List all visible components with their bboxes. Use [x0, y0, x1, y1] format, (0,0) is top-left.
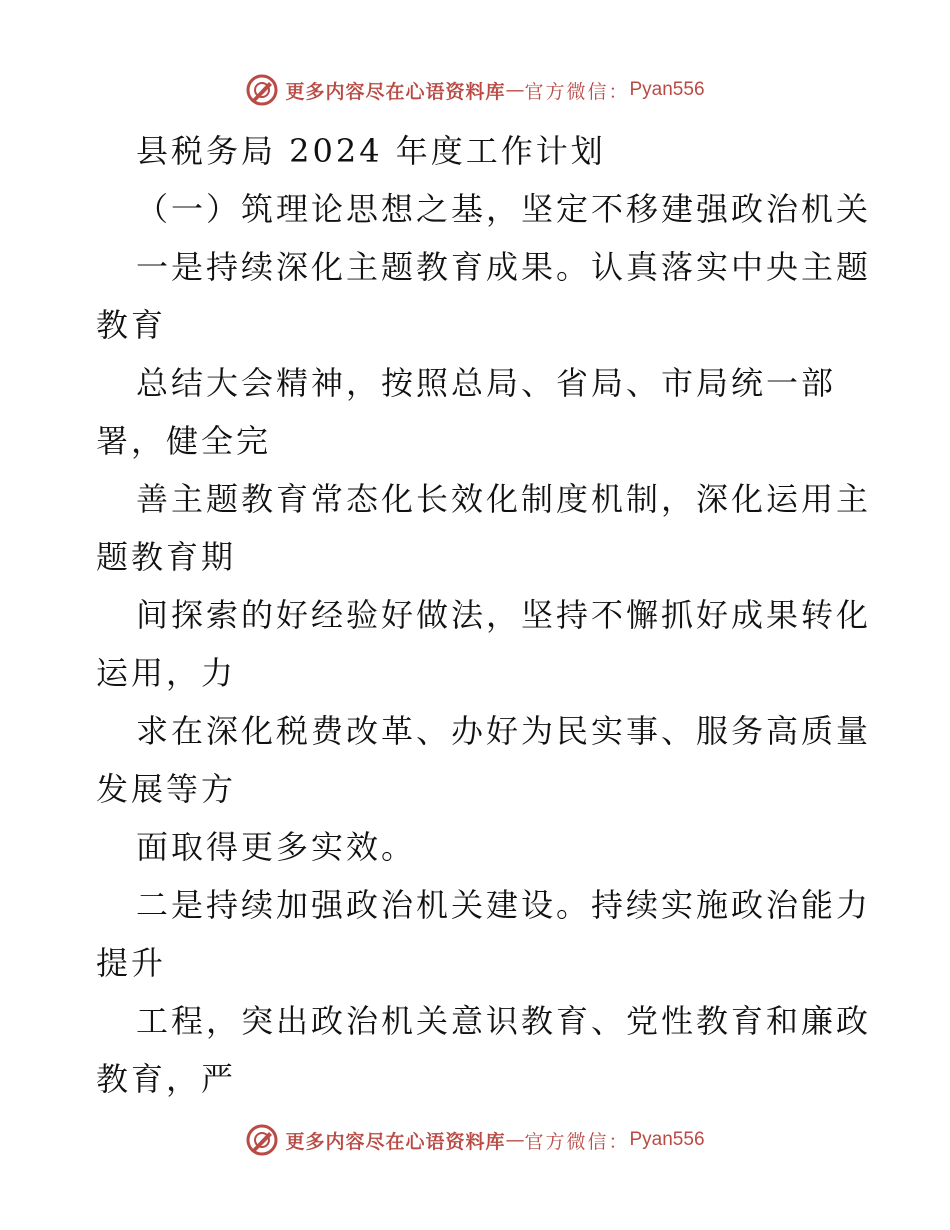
body-line: 总结大会精神，按照总局、省局、市局统一部: [136, 364, 837, 402]
banner-brand-text: 更多内容尽在心语资料库: [285, 80, 506, 103]
banner-wechat-handle: Pyan556: [629, 1129, 705, 1150]
header-watermark-banner: [0, 70, 950, 110]
brand-logo-icon: [245, 1123, 279, 1157]
body-line: 署，健全完: [96, 422, 272, 460]
banner-wechat-handle: Pyan556: [629, 79, 705, 100]
body-line: 教育: [96, 306, 167, 344]
body-line: 面取得更多实效。: [136, 828, 417, 866]
body-line: 善主题教育常态化长效化制度机制，深化运用主: [136, 480, 872, 518]
brand-logo-icon: [245, 73, 279, 107]
banner-wechat-label: 官方微信：: [524, 1130, 630, 1153]
body-line: 二是持续加强政治机关建设。持续实施政治能力: [136, 886, 872, 924]
body-line: 一是持续深化主题教育成果。认真落实中央主题: [136, 248, 872, 286]
body-line: 运用，力: [96, 654, 237, 692]
banner-wechat-label: 官方微信：: [524, 80, 630, 103]
banner-dash: —: [505, 1129, 525, 1151]
document-body: [96, 122, 872, 1108]
document-title: 县税务局 2024 年度工作计划: [136, 132, 606, 170]
body-line: 提升: [96, 944, 167, 982]
banner-dash: —: [505, 79, 525, 101]
body-line: 发展等方: [96, 770, 237, 808]
section-heading: （一）筑理论思想之基，坚定不移建强政治机关: [136, 190, 872, 228]
banner-brand-text: 更多内容尽在心语资料库: [285, 1130, 506, 1153]
body-line: 求在深化税费改革、办好为民实事、服务高质量: [136, 712, 872, 750]
body-line: 教育，严: [96, 1060, 237, 1098]
body-line: 工程，突出政治机关意识教育、党性教育和廉政: [136, 1002, 872, 1040]
body-line: 题教育期: [96, 538, 237, 576]
footer-watermark-banner: [0, 1120, 950, 1160]
body-line: 间探索的好经验好做法，坚持不懈抓好成果转化: [136, 596, 872, 634]
